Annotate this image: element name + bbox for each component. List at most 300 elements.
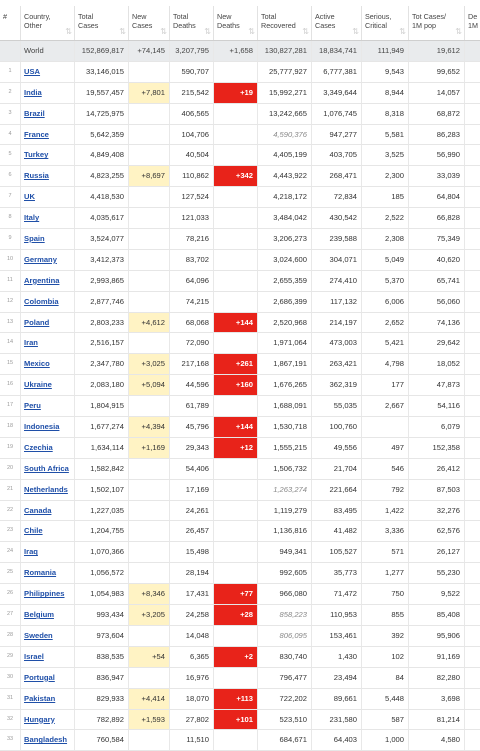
- country-link[interactable]: Indonesia: [24, 422, 60, 432]
- country-link[interactable]: Mexico: [24, 359, 50, 369]
- row-number: 11: [0, 271, 21, 291]
- total-cases-cell: 2,993,865: [75, 271, 129, 291]
- cases-per-million-cell: 29,642: [409, 333, 465, 353]
- new-cases-cell: [129, 668, 170, 688]
- table-row: [0, 480, 480, 501]
- new-cases-cell: [129, 229, 170, 249]
- cases-per-million-cell: 82,280: [409, 668, 465, 688]
- country-link[interactable]: Peru: [24, 401, 41, 411]
- total-recovered-cell: 992,605: [258, 563, 312, 583]
- active-cases-cell: 55,035: [312, 396, 362, 416]
- country-cell: [21, 292, 75, 312]
- country-link[interactable]: India: [24, 87, 42, 97]
- total-recovered-cell: 1,263,274: [258, 480, 312, 500]
- country-link[interactable]: Canada: [24, 505, 52, 515]
- country-cell: [21, 647, 75, 667]
- cases-per-million-cell: 85,408: [409, 605, 465, 625]
- total-recovered-cell: 3,484,042: [258, 208, 312, 228]
- deaths-per-million-cell: [465, 250, 480, 270]
- total-cases-cell: 760,584: [75, 730, 129, 750]
- country-link[interactable]: Czechia: [24, 442, 53, 452]
- total-cases-cell: 1,804,915: [75, 396, 129, 416]
- total-cases-cell: 2,803,233: [75, 313, 129, 333]
- total-cases-cell: 4,823,255: [75, 166, 129, 186]
- country-cell: [21, 83, 75, 103]
- total-cases-cell: 1,056,572: [75, 563, 129, 583]
- cases-per-million-cell: 56,060: [409, 292, 465, 312]
- total-deaths-cell: 14,048: [170, 626, 214, 646]
- header-new-deaths[interactable]: New Deaths ⇅: [214, 6, 258, 40]
- deaths-per-million-cell: [465, 333, 480, 353]
- header-new-cases[interactable]: New Cases ⇅: [129, 6, 170, 40]
- table-row: [0, 208, 480, 229]
- deaths-per-million-cell: [465, 710, 480, 730]
- serious-critical-cell: 5,370: [362, 271, 409, 291]
- total-cases-cell: 152,869,817: [75, 41, 129, 61]
- new-cases-cell: +54: [129, 647, 170, 667]
- header-serious-critical[interactable]: Serious, Critical ⇅: [362, 6, 409, 40]
- country-cell: [21, 271, 75, 291]
- table-row: [0, 271, 480, 292]
- row-number: 16: [0, 375, 21, 395]
- total-deaths-cell: 44,596: [170, 375, 214, 395]
- new-deaths-cell: [214, 333, 258, 353]
- table-row: [0, 396, 480, 417]
- cases-per-million-cell: 40,620: [409, 250, 465, 270]
- total-cases-cell: 1,582,842: [75, 459, 129, 479]
- serious-critical-cell: 497: [362, 438, 409, 458]
- total-recovered-cell: 3,024,600: [258, 250, 312, 270]
- row-number: 5: [0, 145, 21, 165]
- active-cases-cell: 3,349,644: [312, 83, 362, 103]
- country-link[interactable]: Russia: [24, 171, 49, 181]
- total-deaths-cell: 24,258: [170, 605, 214, 625]
- serious-critical-cell: 5,049: [362, 250, 409, 270]
- row-number: 15: [0, 354, 21, 374]
- new-cases-cell: [129, 208, 170, 228]
- deaths-per-million-cell: [465, 689, 480, 709]
- total-cases-cell: 993,434: [75, 605, 129, 625]
- country-link[interactable]: USA: [24, 66, 41, 76]
- deaths-per-million-cell: [465, 354, 480, 374]
- country-cell: [21, 521, 75, 541]
- cases-per-million-cell: 91,169: [409, 647, 465, 667]
- sort-icon[interactable]: ⇅: [160, 27, 167, 36]
- sort-icon[interactable]: ⇅: [399, 27, 406, 36]
- new-deaths-cell: [214, 459, 258, 479]
- header-total-recovered[interactable]: Total Recovered ⇅: [258, 6, 312, 40]
- new-deaths-cell: +113: [214, 689, 258, 709]
- header-active-cases[interactable]: Active Cases ⇅: [312, 6, 362, 40]
- deaths-per-million-cell: [465, 292, 480, 312]
- country-link[interactable]: Belgium: [24, 610, 54, 620]
- active-cases-cell: 18,834,741: [312, 41, 362, 61]
- active-cases-cell: 221,664: [312, 480, 362, 500]
- new-deaths-cell: [214, 501, 258, 521]
- cases-per-million-cell: 4,580: [409, 730, 465, 750]
- total-recovered-cell: 3,206,273: [258, 229, 312, 249]
- country-link[interactable]: Hungary: [24, 714, 55, 724]
- total-cases-cell: 1,054,983: [75, 584, 129, 604]
- row-number: 29: [0, 647, 21, 667]
- cases-per-million-cell: 68,872: [409, 104, 465, 124]
- active-cases-cell: 263,421: [312, 354, 362, 374]
- active-cases-cell: 153,461: [312, 626, 362, 646]
- country-cell: [21, 542, 75, 562]
- country-link[interactable]: Poland: [24, 317, 50, 327]
- new-cases-cell: [129, 187, 170, 207]
- total-recovered-cell: 1,971,064: [258, 333, 312, 353]
- active-cases-cell: 35,773: [312, 563, 362, 583]
- table-row: [0, 668, 480, 689]
- new-cases-cell: [129, 542, 170, 562]
- country-cell: [21, 166, 75, 186]
- total-recovered-cell: 1,555,215: [258, 438, 312, 458]
- total-deaths-cell: 16,976: [170, 668, 214, 688]
- deaths-per-million-cell: [465, 104, 480, 124]
- serious-critical-cell: 102: [362, 647, 409, 667]
- country-link[interactable]: France: [24, 129, 49, 139]
- new-deaths-cell: +2: [214, 647, 258, 667]
- total-deaths-cell: 406,565: [170, 104, 214, 124]
- country-link[interactable]: Israel: [24, 651, 44, 661]
- total-deaths-cell: 17,431: [170, 584, 214, 604]
- country-link[interactable]: Ukraine: [24, 380, 52, 390]
- total-deaths-cell: 54,406: [170, 459, 214, 479]
- total-cases-cell: 2,516,157: [75, 333, 129, 353]
- total-deaths-cell: 45,796: [170, 417, 214, 437]
- new-cases-cell: [129, 62, 170, 82]
- world-row: [0, 41, 480, 62]
- deaths-per-million-cell: [465, 730, 480, 750]
- new-deaths-cell: +19: [214, 83, 258, 103]
- table-row: [0, 83, 480, 104]
- active-cases-cell: 83,495: [312, 501, 362, 521]
- total-cases-cell: 4,849,408: [75, 145, 129, 165]
- cases-per-million-cell: 18,052: [409, 354, 465, 374]
- total-recovered-cell: 1,506,732: [258, 459, 312, 479]
- total-recovered-cell: 4,443,922: [258, 166, 312, 186]
- row-number: 2: [0, 83, 21, 103]
- country-cell: [21, 396, 75, 416]
- sort-icon[interactable]: ⇅: [65, 27, 72, 36]
- country-link[interactable]: Bangladesh: [24, 735, 68, 745]
- total-cases-cell: 782,892: [75, 710, 129, 730]
- country-cell: [21, 480, 75, 500]
- sort-icon[interactable]: ⇅: [302, 27, 309, 36]
- table-row: [0, 563, 480, 584]
- total-cases-cell: 1,070,366: [75, 542, 129, 562]
- total-deaths-cell: 74,215: [170, 292, 214, 312]
- new-cases-cell: +4,612: [129, 313, 170, 333]
- new-cases-cell: [129, 125, 170, 145]
- sort-icon[interactable]: ⇅: [455, 27, 462, 36]
- table-row: [0, 730, 480, 751]
- country-cell: [21, 668, 75, 688]
- new-cases-cell: [129, 396, 170, 416]
- cases-per-million-cell: 9,522: [409, 584, 465, 604]
- row-number: 33: [0, 730, 21, 750]
- total-deaths-cell: 64,096: [170, 271, 214, 291]
- table-row: [0, 689, 480, 710]
- row-number: 32: [0, 710, 21, 730]
- country-link[interactable]: Sweden: [24, 630, 53, 640]
- table-row: [0, 250, 480, 271]
- header-cases-per-million[interactable]: Tot Cases/ 1M pop ⇅: [409, 6, 465, 40]
- new-deaths-cell: [214, 292, 258, 312]
- covid-table: [0, 6, 480, 751]
- deaths-per-million-cell: [465, 605, 480, 625]
- active-cases-cell: 110,953: [312, 605, 362, 625]
- table-row: [0, 501, 480, 522]
- country-cell: [21, 459, 75, 479]
- deaths-per-million-cell: [465, 313, 480, 333]
- row-number: 24: [0, 542, 21, 562]
- deaths-per-million-cell: [465, 83, 480, 103]
- country-link[interactable]: Iran: [24, 338, 38, 348]
- serious-critical-cell: 2,300: [362, 166, 409, 186]
- row-number: 4: [0, 125, 21, 145]
- row-number: 13: [0, 313, 21, 333]
- total-deaths-cell: 6,365: [170, 647, 214, 667]
- country-cell: [21, 125, 75, 145]
- country-link[interactable]: Germany: [24, 254, 57, 264]
- deaths-per-million-cell: [465, 563, 480, 583]
- active-cases-cell: 89,661: [312, 689, 362, 709]
- new-cases-cell: [129, 521, 170, 541]
- new-cases-cell: [129, 292, 170, 312]
- deaths-per-million-cell: [465, 396, 480, 416]
- new-deaths-cell: [214, 104, 258, 124]
- total-recovered-cell: 4,590,376: [258, 125, 312, 145]
- country-cell: [21, 501, 75, 521]
- total-recovered-cell: 4,405,199: [258, 145, 312, 165]
- new-deaths-cell: +342: [214, 166, 258, 186]
- total-cases-cell: 14,725,975: [75, 104, 129, 124]
- sort-icon[interactable]: ⇅: [204, 27, 211, 36]
- header-deaths-per-million[interactable]: De 1M: [465, 6, 480, 40]
- total-cases-cell: 1,204,755: [75, 521, 129, 541]
- country-link[interactable]: Turkey: [24, 150, 49, 160]
- total-recovered-cell: 949,341: [258, 542, 312, 562]
- total-recovered-cell: 1,688,091: [258, 396, 312, 416]
- new-cases-cell: [129, 104, 170, 124]
- row-number: 8: [0, 208, 21, 228]
- serious-critical-cell: 2,652: [362, 313, 409, 333]
- cases-per-million-cell: 14,057: [409, 83, 465, 103]
- country-link[interactable]: Pakistan: [24, 693, 56, 703]
- country-link[interactable]: Netherlands: [24, 484, 68, 494]
- country-link[interactable]: Philippines: [24, 589, 65, 599]
- active-cases-cell: 1,076,745: [312, 104, 362, 124]
- total-cases-cell: 1,502,107: [75, 480, 129, 500]
- new-cases-cell: [129, 480, 170, 500]
- cases-per-million-cell: 26,412: [409, 459, 465, 479]
- total-deaths-cell: 17,169: [170, 480, 214, 500]
- table-row: [0, 375, 480, 396]
- deaths-per-million-cell: [465, 145, 480, 165]
- cases-per-million-cell: 62,576: [409, 521, 465, 541]
- cases-per-million-cell: 54,116: [409, 396, 465, 416]
- country-cell: [21, 375, 75, 395]
- country-link[interactable]: Chile: [24, 526, 43, 536]
- total-cases-cell: 3,524,077: [75, 229, 129, 249]
- cases-per-million-cell: 55,230: [409, 563, 465, 583]
- table-row: [0, 647, 480, 668]
- row-number: 6: [0, 166, 21, 186]
- serious-critical-cell: 2,308: [362, 229, 409, 249]
- serious-critical-cell: 4,798: [362, 354, 409, 374]
- cases-per-million-cell: 66,828: [409, 208, 465, 228]
- total-cases-cell: 1,634,114: [75, 438, 129, 458]
- country-link[interactable]: Italy: [24, 213, 40, 223]
- country-cell: [21, 710, 75, 730]
- deaths-per-million-cell: [465, 521, 480, 541]
- deaths-per-million-cell: [465, 229, 480, 249]
- serious-critical-cell: 5,581: [362, 125, 409, 145]
- deaths-per-million-cell: [465, 208, 480, 228]
- table-row: [0, 459, 480, 480]
- active-cases-cell: 71,472: [312, 584, 362, 604]
- country-cell: [21, 730, 75, 750]
- new-cases-cell: [129, 333, 170, 353]
- serious-critical-cell: 5,448: [362, 689, 409, 709]
- cases-per-million-cell: 74,136: [409, 313, 465, 333]
- deaths-per-million-cell: [465, 41, 480, 61]
- row-number: 28: [0, 626, 21, 646]
- country-cell: [21, 689, 75, 709]
- total-deaths-cell: 215,542: [170, 83, 214, 103]
- deaths-per-million-cell: [465, 375, 480, 395]
- total-recovered-cell: 684,671: [258, 730, 312, 750]
- row-number: 17: [0, 396, 21, 416]
- table-row: [0, 521, 480, 542]
- new-cases-cell: [129, 563, 170, 583]
- total-deaths-cell: 29,343: [170, 438, 214, 458]
- row-number: 14: [0, 333, 21, 353]
- row-number: 22: [0, 501, 21, 521]
- country-link[interactable]: Spain: [24, 234, 45, 244]
- new-cases-cell: +3,205: [129, 605, 170, 625]
- serious-critical-cell: 185: [362, 187, 409, 207]
- total-recovered-cell: 2,655,359: [258, 271, 312, 291]
- total-deaths-cell: 68,068: [170, 313, 214, 333]
- header-total-cases[interactable]: Total Cases ⇅: [75, 6, 129, 40]
- total-deaths-cell: 72,090: [170, 333, 214, 353]
- deaths-per-million-cell: [465, 501, 480, 521]
- total-deaths-cell: 3,207,795: [170, 41, 214, 61]
- header-total-deaths[interactable]: Total Deaths ⇅: [170, 6, 214, 40]
- total-recovered-cell: 1,676,265: [258, 375, 312, 395]
- sort-icon[interactable]: ⇅: [352, 27, 359, 36]
- deaths-per-million-cell: [465, 584, 480, 604]
- country-link[interactable]: UK: [24, 192, 35, 202]
- country-link[interactable]: Argentina: [24, 275, 60, 285]
- new-cases-cell: [129, 250, 170, 270]
- country-link[interactable]: South Africa: [24, 463, 69, 473]
- sort-icon[interactable]: ⇅: [248, 27, 255, 36]
- total-deaths-cell: 28,194: [170, 563, 214, 583]
- country-cell: [21, 208, 75, 228]
- new-deaths-cell: [214, 187, 258, 207]
- serious-critical-cell: 84: [362, 668, 409, 688]
- active-cases-cell: 430,542: [312, 208, 362, 228]
- cases-per-million-cell: 95,906: [409, 626, 465, 646]
- total-recovered-cell: 1,136,816: [258, 521, 312, 541]
- total-recovered-cell: 130,827,281: [258, 41, 312, 61]
- new-deaths-cell: [214, 250, 258, 270]
- serious-critical-cell: 177: [362, 375, 409, 395]
- total-recovered-cell: 2,520,968: [258, 313, 312, 333]
- country-link[interactable]: Iraq: [24, 547, 38, 557]
- total-cases-cell: 33,146,015: [75, 62, 129, 82]
- active-cases-cell: 6,777,381: [312, 62, 362, 82]
- total-deaths-cell: 78,216: [170, 229, 214, 249]
- new-cases-cell: [129, 271, 170, 291]
- new-cases-cell: +74,145: [129, 41, 170, 61]
- total-recovered-cell: 806,095: [258, 626, 312, 646]
- table-row: [0, 542, 480, 563]
- row-number: 1: [0, 62, 21, 82]
- sort-icon[interactable]: ⇅: [119, 27, 126, 36]
- new-deaths-cell: [214, 626, 258, 646]
- cases-per-million-cell: 32,276: [409, 501, 465, 521]
- total-cases-cell: 5,642,359: [75, 125, 129, 145]
- cases-per-million-cell: 99,652: [409, 62, 465, 82]
- country-link[interactable]: Portugal: [24, 672, 55, 682]
- country-link[interactable]: Brazil: [24, 108, 45, 118]
- total-recovered-cell: 15,992,271: [258, 83, 312, 103]
- header-country[interactable]: Country, Other ⇅: [21, 6, 75, 40]
- total-deaths-cell: 40,504: [170, 145, 214, 165]
- cases-per-million-cell: 152,358: [409, 438, 465, 458]
- active-cases-cell: 41,482: [312, 521, 362, 541]
- country-cell: [21, 438, 75, 458]
- deaths-per-million-cell: [465, 647, 480, 667]
- country-cell: [21, 187, 75, 207]
- row-number: 20: [0, 459, 21, 479]
- total-cases-cell: 4,035,617: [75, 208, 129, 228]
- header-number[interactable]: #: [0, 6, 21, 40]
- active-cases-cell: 362,319: [312, 375, 362, 395]
- table-row: [0, 62, 480, 83]
- active-cases-cell: 403,705: [312, 145, 362, 165]
- new-deaths-cell: [214, 668, 258, 688]
- new-deaths-cell: +144: [214, 417, 258, 437]
- serious-critical-cell: 8,318: [362, 104, 409, 124]
- new-cases-cell: +4,394: [129, 417, 170, 437]
- country-link[interactable]: Colombia: [24, 296, 59, 306]
- table-row: [0, 626, 480, 647]
- new-deaths-cell: +77: [214, 584, 258, 604]
- row-number: 19: [0, 438, 21, 458]
- active-cases-cell: 105,527: [312, 542, 362, 562]
- new-cases-cell: +5,094: [129, 375, 170, 395]
- total-cases-cell: 2,083,180: [75, 375, 129, 395]
- new-deaths-cell: [214, 730, 258, 750]
- country-link[interactable]: Romania: [24, 568, 57, 578]
- active-cases-cell: 1,430: [312, 647, 362, 667]
- deaths-per-million-cell: [465, 417, 480, 437]
- country-cell: [21, 417, 75, 437]
- serious-critical-cell: 1,000: [362, 730, 409, 750]
- row-number: 30: [0, 668, 21, 688]
- table-row: [0, 229, 480, 250]
- total-deaths-cell: 590,707: [170, 62, 214, 82]
- total-deaths-cell: 61,789: [170, 396, 214, 416]
- serious-critical-cell: [362, 417, 409, 437]
- deaths-per-million-cell: [465, 480, 480, 500]
